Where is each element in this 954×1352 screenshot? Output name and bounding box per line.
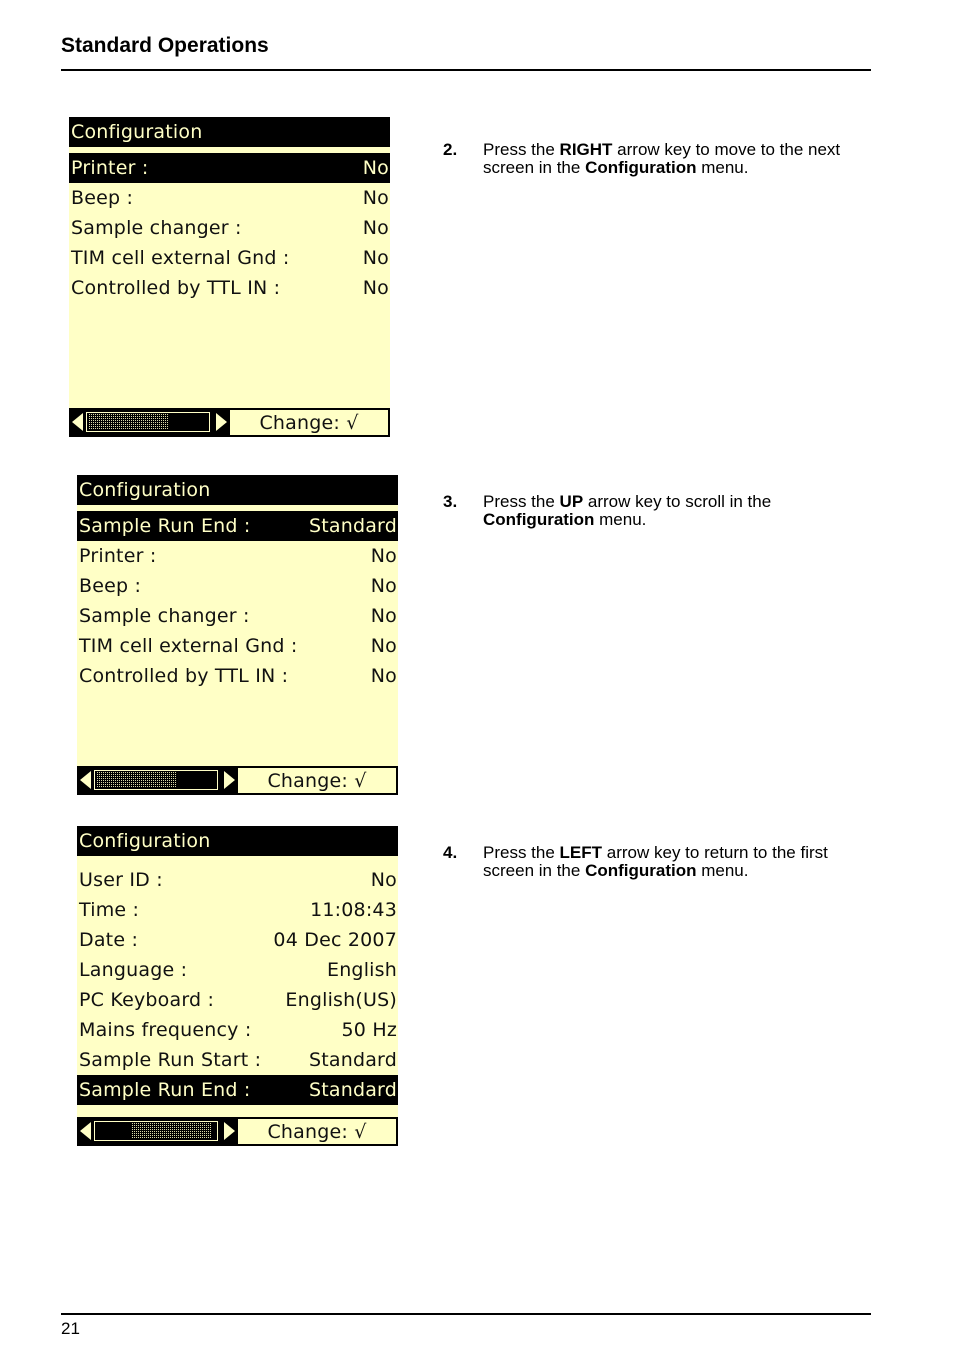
arrow-right-icon bbox=[216, 413, 227, 431]
row-label: Sample Run End : bbox=[79, 515, 251, 537]
screen-title: Configuration bbox=[69, 117, 390, 147]
menu-list bbox=[77, 505, 398, 691]
change-softkey[interactable]: Change: √ bbox=[238, 1117, 398, 1146]
menu-row-tim-cell[interactable] bbox=[69, 243, 390, 273]
screen-footer bbox=[77, 1117, 398, 1146]
header-rule bbox=[61, 69, 871, 71]
config-screen-1 bbox=[69, 117, 390, 437]
screen-title: Configuration bbox=[77, 475, 398, 505]
row-value: No bbox=[362, 187, 389, 209]
menu-list bbox=[69, 147, 390, 303]
step-text-part: arrow key to scroll in the bbox=[583, 492, 772, 511]
row-value: 11:08:43 bbox=[310, 899, 397, 921]
step-text-part: Press the bbox=[483, 140, 560, 159]
footer-rule bbox=[61, 1313, 871, 1315]
step-key: UP bbox=[559, 492, 584, 511]
row-value: No bbox=[370, 605, 397, 627]
arrow-left-icon bbox=[72, 413, 83, 431]
row-label: Controlled by TTL IN : bbox=[79, 665, 289, 687]
scroll-thumb bbox=[88, 414, 168, 430]
row-value: No bbox=[362, 217, 389, 239]
row-label: Beep : bbox=[79, 575, 142, 597]
arrow-left-icon bbox=[80, 771, 91, 789]
step-text-part: arrow key to move to the next screen in the bbox=[483, 140, 841, 177]
change-softkey[interactable]: Change: √ bbox=[230, 408, 390, 437]
menu-row-sample-run-start[interactable] bbox=[77, 1045, 398, 1075]
step-2 bbox=[443, 141, 873, 177]
menu-row-mains-frequency[interactable] bbox=[77, 1015, 398, 1045]
menu-row-language[interactable] bbox=[77, 955, 398, 985]
step-key: LEFT bbox=[559, 843, 603, 862]
row-value: No bbox=[370, 869, 397, 891]
step-menu-name: Configuration bbox=[483, 510, 595, 529]
menu-row-ttl-in[interactable] bbox=[69, 273, 390, 303]
row-label: Sample Run Start : bbox=[79, 1049, 262, 1071]
menu-row-printer[interactable] bbox=[69, 153, 390, 183]
menu-row-sample-run-end[interactable] bbox=[77, 511, 398, 541]
menu-row-user-id[interactable] bbox=[77, 865, 398, 895]
row-label: Time : bbox=[79, 899, 140, 921]
step-4 bbox=[443, 844, 873, 880]
row-value: 50 Hz bbox=[341, 1019, 397, 1041]
menu-row-beep[interactable] bbox=[69, 183, 390, 213]
menu-row-printer[interactable] bbox=[77, 541, 398, 571]
row-label: Mains frequency : bbox=[79, 1019, 252, 1041]
step-text-part: menu. bbox=[696, 861, 749, 880]
row-value: No bbox=[362, 157, 389, 179]
row-value: English(US) bbox=[285, 989, 397, 1011]
menu-row-sample-changer[interactable] bbox=[69, 213, 390, 243]
step-number: 4. bbox=[443, 843, 458, 862]
row-label: User ID : bbox=[79, 869, 163, 891]
row-value: Standard bbox=[308, 1079, 397, 1101]
row-label: Sample changer : bbox=[79, 605, 250, 627]
step-text bbox=[483, 844, 873, 880]
row-label: Sample changer : bbox=[71, 217, 242, 239]
page-header-title: Standard Operations bbox=[61, 34, 269, 57]
step-text-part: menu. bbox=[696, 158, 749, 177]
menu-row-time[interactable] bbox=[77, 895, 398, 925]
step-number: 2. bbox=[443, 140, 458, 159]
menu-list bbox=[77, 856, 398, 1105]
row-value: No bbox=[362, 247, 389, 269]
screen-scrollbar[interactable] bbox=[77, 766, 238, 795]
scroll-thumb bbox=[96, 772, 176, 788]
row-value: No bbox=[362, 277, 389, 299]
menu-row-sample-run-end[interactable] bbox=[77, 1075, 398, 1105]
row-value: No bbox=[370, 545, 397, 567]
config-screen-3 bbox=[77, 826, 398, 1146]
row-value: No bbox=[370, 665, 397, 687]
menu-row-beep[interactable] bbox=[77, 571, 398, 601]
row-label: Beep : bbox=[71, 187, 134, 209]
screen-title: Configuration bbox=[77, 826, 398, 856]
step-text-part: Press the bbox=[483, 843, 560, 862]
screen-scrollbar[interactable] bbox=[69, 408, 230, 437]
row-label: Sample Run End : bbox=[79, 1079, 251, 1101]
scroll-thumb bbox=[131, 1123, 211, 1139]
screen-footer bbox=[77, 766, 398, 795]
screen-footer bbox=[69, 408, 390, 437]
row-label: Date : bbox=[79, 929, 139, 951]
row-label: Printer : bbox=[79, 545, 157, 567]
step-text bbox=[483, 141, 873, 177]
row-value: 04 Dec 2007 bbox=[273, 929, 397, 951]
menu-row-pc-keyboard[interactable] bbox=[77, 985, 398, 1015]
menu-row-date[interactable] bbox=[77, 925, 398, 955]
screen-scrollbar[interactable] bbox=[77, 1117, 238, 1146]
row-label: PC Keyboard : bbox=[79, 989, 215, 1011]
menu-row-sample-changer[interactable] bbox=[77, 601, 398, 631]
scroll-track bbox=[94, 1121, 218, 1141]
change-softkey[interactable]: Change: √ bbox=[238, 766, 398, 795]
menu-row-tim-cell[interactable] bbox=[77, 631, 398, 661]
scroll-track bbox=[86, 412, 210, 432]
step-text-part: menu. bbox=[594, 510, 647, 529]
row-label: TIM cell external Gnd : bbox=[71, 247, 290, 269]
step-3 bbox=[443, 493, 873, 529]
step-text bbox=[483, 493, 873, 529]
row-value: English bbox=[326, 959, 397, 981]
step-menu-name: Configuration bbox=[585, 158, 697, 177]
scroll-track bbox=[94, 770, 218, 790]
step-key: RIGHT bbox=[559, 140, 613, 159]
arrow-right-icon bbox=[224, 771, 235, 789]
step-text-part: Press the bbox=[483, 492, 560, 511]
row-label: Language : bbox=[79, 959, 188, 981]
arrow-left-icon bbox=[80, 1122, 91, 1140]
menu-row-ttl-in[interactable] bbox=[77, 661, 398, 691]
row-value: No bbox=[370, 575, 397, 597]
page-number: 21 bbox=[61, 1319, 80, 1338]
row-value: Standard bbox=[308, 1049, 397, 1071]
row-value: No bbox=[370, 635, 397, 657]
step-menu-name: Configuration bbox=[585, 861, 697, 880]
step-number: 3. bbox=[443, 492, 458, 511]
step-text-part: arrow key to return to the first screen in the bbox=[483, 843, 828, 880]
arrow-right-icon bbox=[224, 1122, 235, 1140]
row-label: Controlled by TTL IN : bbox=[71, 277, 281, 299]
row-label: TIM cell external Gnd : bbox=[79, 635, 298, 657]
config-screen-2 bbox=[77, 475, 398, 795]
row-label: Printer : bbox=[71, 157, 149, 179]
row-value: Standard bbox=[308, 515, 397, 537]
